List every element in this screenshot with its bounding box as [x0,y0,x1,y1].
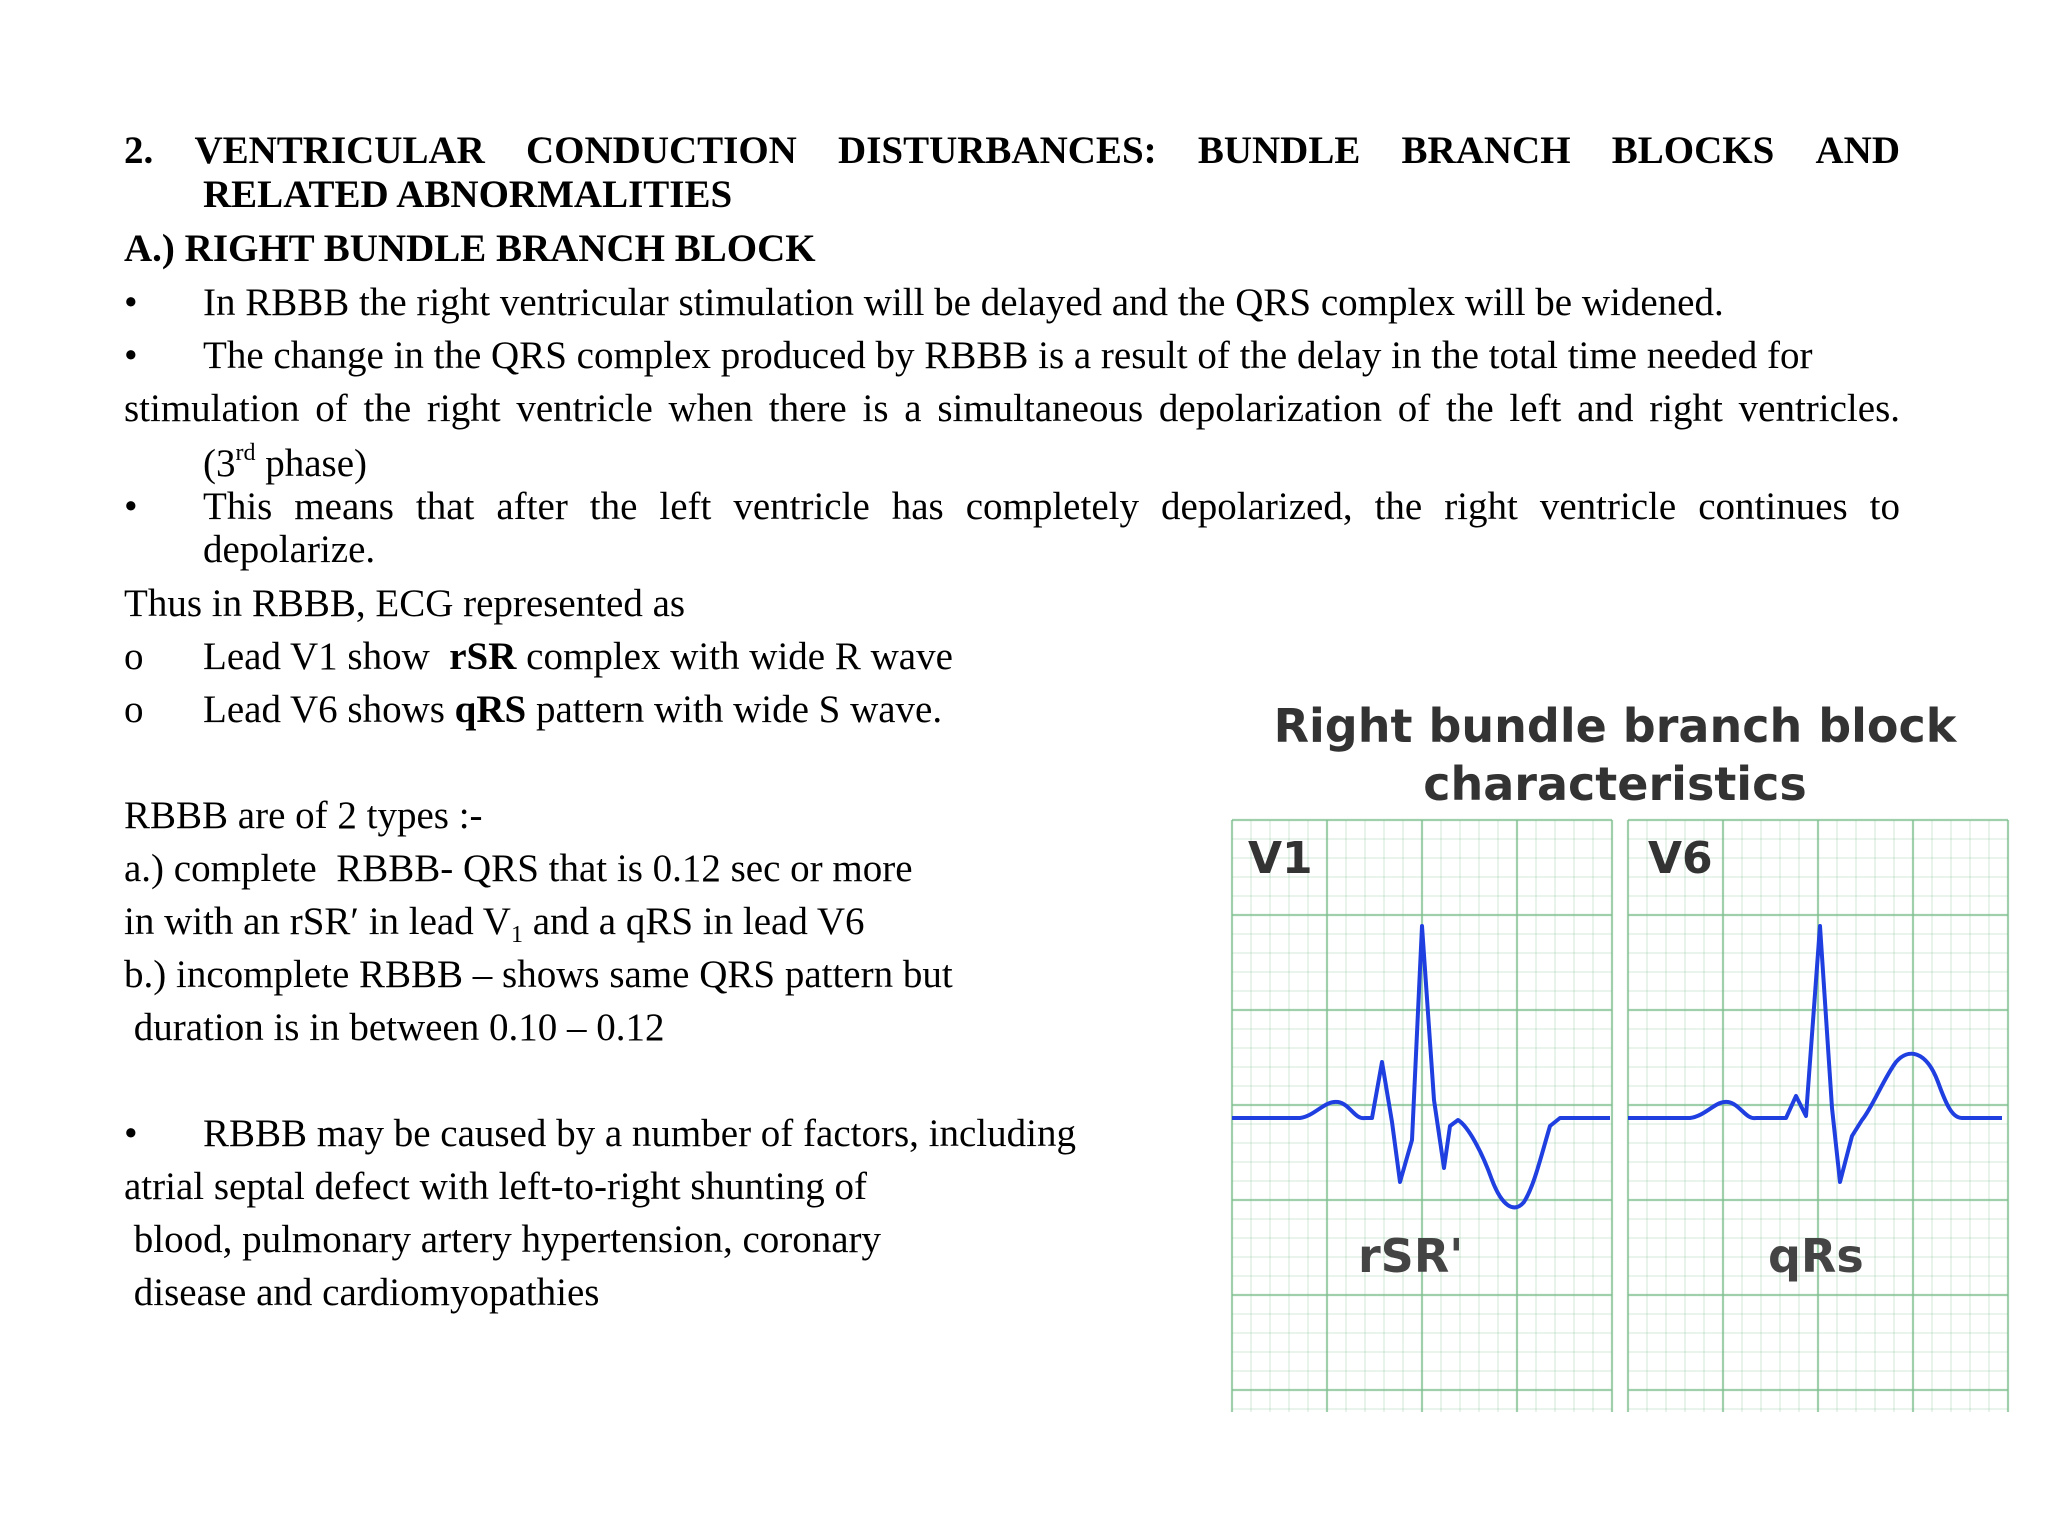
complex-label-qrs: qRs [1768,1229,1864,1283]
bullet-2-line-3 [203,430,367,487]
figure-title-line-1: Right bundle branch block [1273,699,1957,753]
text-fragment: phase) [255,442,368,485]
causes-line-2: atrial septal defect with left-to-right shunting of [124,1165,867,1208]
text-fragment: (3 [203,442,236,485]
subscript: 1 [510,922,523,948]
bullet-symbol: • [124,281,138,324]
bullet-symbol: • [124,334,138,377]
list-marker: o [124,635,144,678]
types-intro: RBBB are of 2 types :- [124,794,483,837]
bullet-2-line-2: stimulation of the right ventricle when there is a simultaneous depolarization of the left and right ventricles. [124,387,1900,430]
causes-line-1: RBBB may be caused by a number of factors, including [203,1112,1076,1155]
bold-term: qRS [454,688,527,731]
heading-word: BLOCKS [1611,129,1775,172]
bullet-3-line-2: depolarize. [203,528,376,571]
bold-term: rSR [449,635,517,678]
list-marker: o [124,688,144,731]
type-a-line-1: a.) complete RBBB- QRS that is 0.12 sec or more [124,847,913,890]
text-fragment: complex with wide R wave [516,635,953,678]
type-b-line-1: b.) incomplete RBBB – shows same QRS pattern but [124,953,953,996]
heading-word: 2. [124,129,154,172]
bullet-text: In RBBB the right ventricular stimulation will be delayed and the QRS complex will be widened. [203,281,1724,324]
heading-word: CONDUCTION [526,129,797,172]
bullet-symbol: • [124,1112,138,1155]
heading-word: DISTURBANCES: [838,129,1157,172]
text-fragment: Lead V6 shows [203,688,455,731]
ecg-trace-v6 [1628,926,2002,1182]
heading-word: VENTRICULAR [194,129,485,172]
lead-label-v1: V1 [1248,833,1313,884]
text-fragment: pattern with wide S wave. [526,688,943,731]
heading-line-2: RELATED ABNORMALITIES [203,173,733,216]
bullet-text: The change in the QRS complex produced by RBBB is a result of the delay in the total time needed for [203,334,1813,377]
complex-label-rsr: rSR' [1358,1229,1464,1283]
text-fragment: and a qRS in lead V6 [522,900,865,943]
heading-word: BUNDLE [1197,129,1361,172]
superscript: rd [235,440,256,466]
lead-v1-text [203,634,953,680]
subheading: A.) RIGHT BUNDLE BRANCH BLOCK [124,227,816,270]
heading-line-1 [124,128,1900,174]
bullet-symbol: • [124,485,138,528]
causes-line-3: blood, pulmonary artery hypertension, coronary [124,1218,882,1261]
thus-line: Thus in RBBB, ECG represented as [124,582,686,625]
type-a-line-2 [124,899,865,958]
text-fragment: in with an rSR′ in lead V [124,900,511,943]
lead-label-v6: V6 [1648,833,1713,884]
causes-line-4: disease and cardiomyopathies [124,1271,600,1314]
heading-word: BRANCH [1401,129,1571,172]
ecg-figure [1220,690,2010,1536]
type-b-line-2: duration is in between 0.10 – 0.12 [124,1006,665,1049]
figure-title-line-2: characteristics [1423,757,1807,811]
heading-word: AND [1815,129,1900,172]
ecg-grid-image [1220,690,2010,1536]
lead-v6-text [203,687,942,733]
text-fragment: Lead V1 show [203,635,450,678]
bullet-text: This means that after the left ventricle has completely depolarized, the right ventricle continues to [203,485,1900,528]
